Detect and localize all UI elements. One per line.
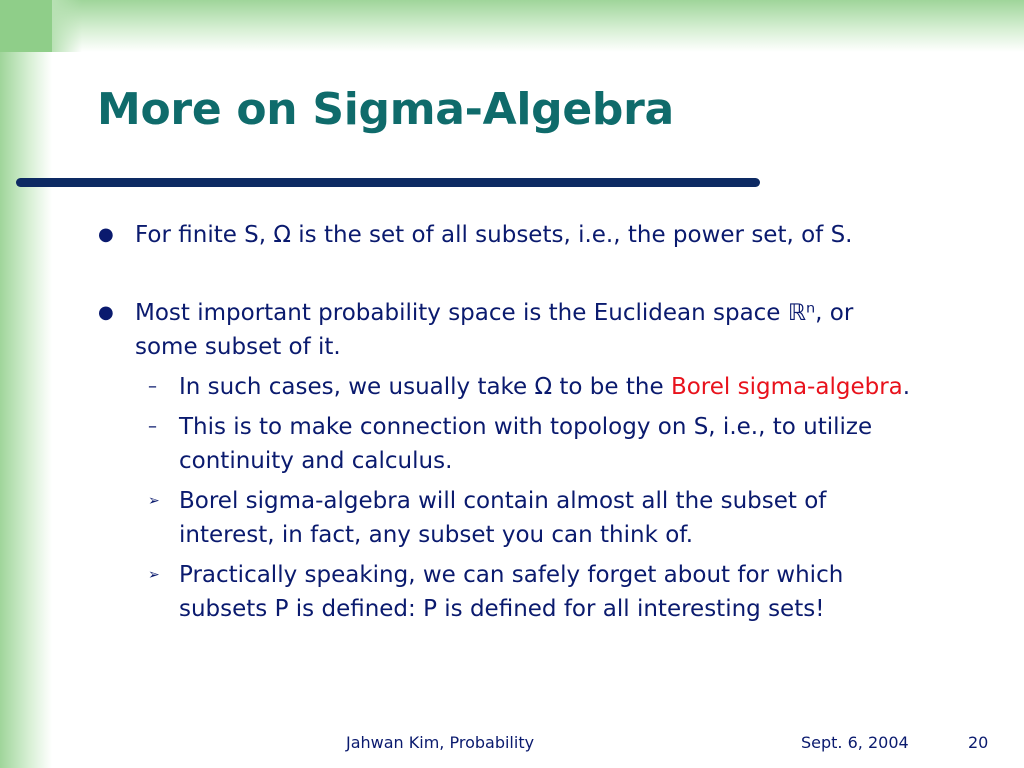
bullet-dot-icon: ● (98, 224, 114, 245)
slide-body (95, 218, 955, 626)
bullet-item-euclidean-space (95, 296, 955, 364)
title-underline-rule (16, 178, 760, 187)
dash-icon: – (148, 416, 157, 437)
sub-bullet-text-line2: continuity and calculus. (179, 448, 453, 474)
footer-author: Jahwan Kim, Probability (346, 733, 535, 752)
sub-bullet-text-line1: Borel sigma-algebra will contain almost all the subset of (179, 488, 827, 514)
sub-bullet-practically (135, 558, 955, 626)
sub-bullet-text: In such cases, we usually take Ω to be the (179, 374, 671, 400)
corner-shade-decoration (52, 0, 82, 52)
sub-bullet-text-line2: interest, in fact, any subset you can think of. (179, 522, 694, 548)
sub-bullet-text-line2: subsets P is defined: P is defined for all interesting sets! (179, 596, 825, 622)
bullet-item-finite-s (95, 218, 955, 252)
top-decorative-band (0, 0, 1024, 52)
arrowhead-icon: ➢ (148, 567, 160, 583)
footer-page-number: 20 (968, 733, 989, 752)
borel-sigma-algebra-highlight: Borel sigma-algebra (670, 374, 903, 400)
left-decorative-band (0, 0, 52, 768)
slide-title: More on Sigma-Algebra (97, 84, 674, 135)
arrowhead-icon: ➢ (148, 493, 160, 509)
sub-bullet-text-line1: Practically speaking, we can safely forget about for which (179, 562, 844, 588)
spacer (95, 252, 955, 296)
bullet-dot-icon: ● (98, 302, 114, 323)
sub-bullet-topology (135, 410, 955, 478)
bullet-text-line2: some subset of it. (135, 334, 341, 360)
sub-bullet-borel-contains (135, 484, 955, 552)
sub-bullet-text-end: . (902, 374, 911, 400)
sub-bullet-borel (135, 370, 955, 404)
sub-bullet-text-line1: This is to make connection with topology on S, i.e., to utilize (179, 414, 873, 440)
corner-square-decoration (0, 0, 52, 52)
bullet-text-line1: Most important probability space is the Euclidean space ℝⁿ, or (135, 300, 854, 326)
dash-icon: – (148, 376, 157, 397)
footer-date: Sept. 6, 2004 (801, 733, 909, 752)
bullet-text: For finite S, Ω is the set of all subsets, i.e., the power set, of S. (135, 222, 853, 248)
